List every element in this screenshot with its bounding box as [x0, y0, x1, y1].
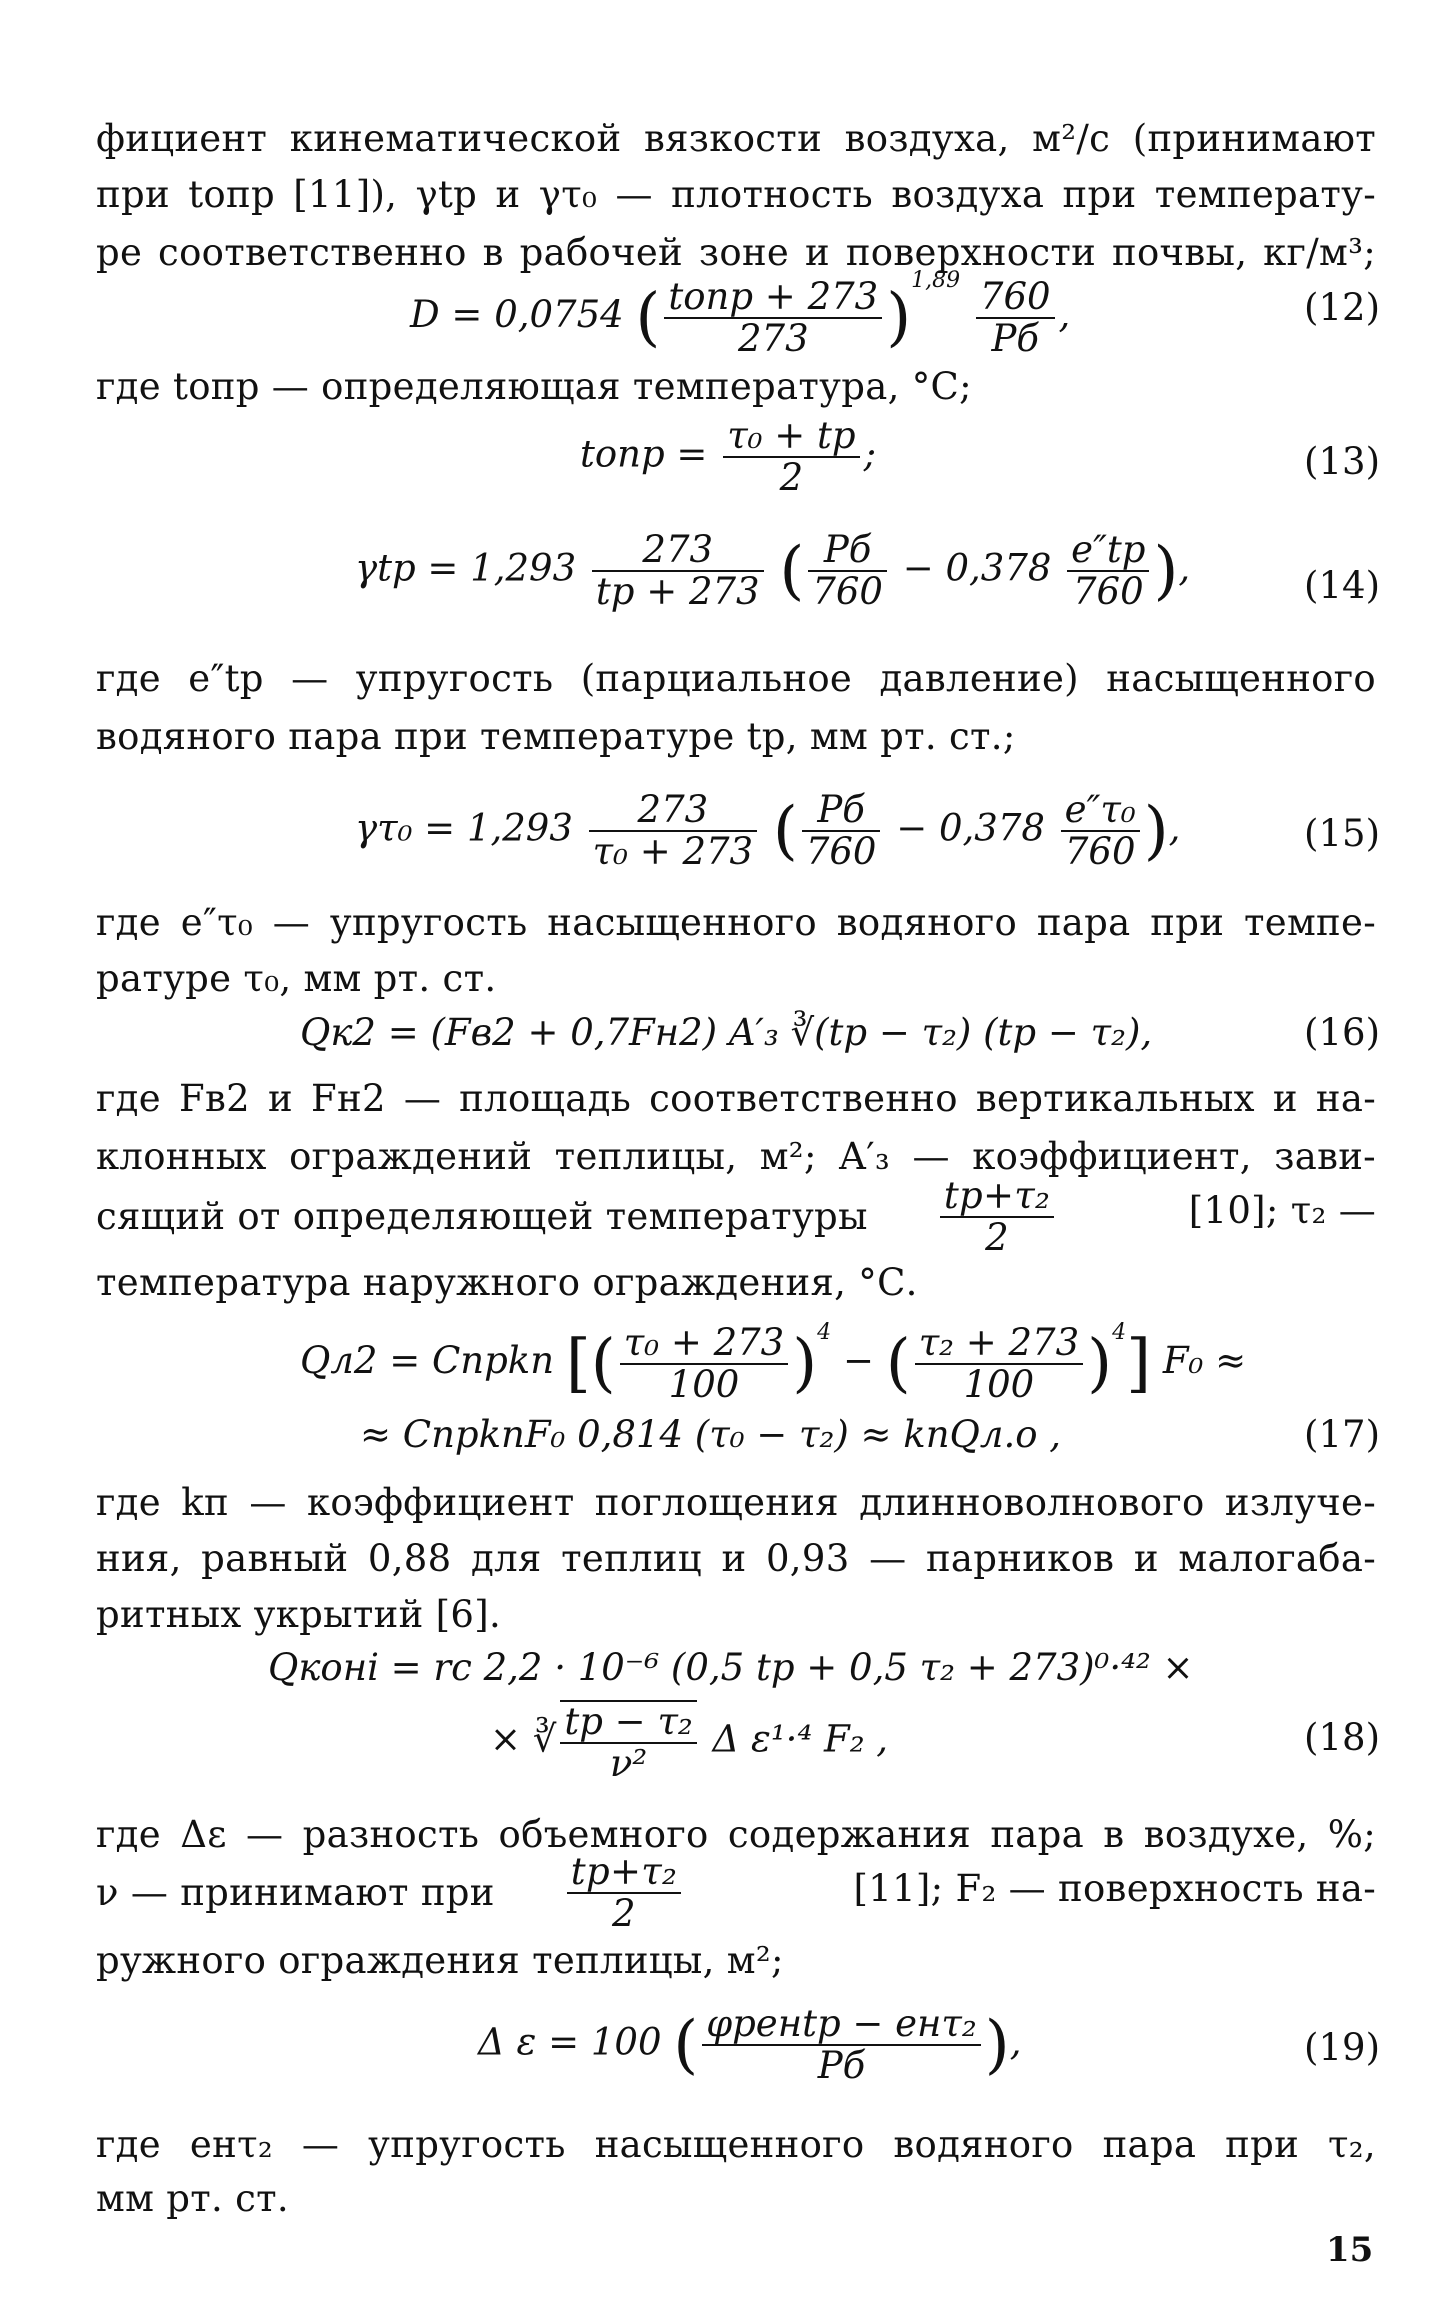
text-line-11-start: сящий от определяющей температуры — [96, 1195, 868, 1238]
text-line-13: где kп — коэффициент поглощения длинноволнового излуче- — [96, 1481, 1376, 1524]
text-line-8: ратуре τ₀, мм рт. ст. — [96, 957, 497, 1000]
text-line-15: ритных укрытий [6]. — [96, 1593, 502, 1636]
inline-fraction-viscosity: $\frac{\text{tр+τ₂}}{2}$ — [567, 1852, 681, 1934]
text-line-7: где e″τ₀ — упругость насыщенного водяного пара при темпе- — [96, 901, 1376, 944]
text-line-1: фициент кинематической вязкости воздуха, м²/с (принимают — [96, 117, 1376, 160]
equation-number-17: (17) — [1304, 1413, 1380, 1456]
text-line-18: ружного ограждения теплицы, м²; — [96, 1939, 784, 1982]
equation-12: D = 0,0754 ( $\frac{\text{tопр + 273}}{273}$ )$^{1,89}$ $\frac{760}{Pб}$ , — [410, 268, 1071, 360]
text-line-3: ре соответственно в рабочей зоне и поверхности почвы, кг/м³; — [96, 231, 1376, 274]
equation-18-line-1: Qконi = rс 2,2 · 10⁻⁶ (0,5 tр + 0,5 τ₂ + 273)⁰·⁴² × — [268, 1646, 1194, 1689]
equation-17-line-1: Qл2 = Cпрkп [( $\frac{\text{τ₀ + 273}}{100}$ )$^4$ − ( $\frac{\text{τ₂ + 273}}{100}$ )$^4$] F₀ ≈ — [300, 1320, 1247, 1406]
text-line-17-end: [11]; F₂ — поверхность на- — [853, 1867, 1376, 1910]
text-line-2: при tопр [11]), γtр и γτ₀ — плотность воздуха при температу- — [96, 173, 1376, 216]
text-line-12: температура наружного ограждения, °С. — [96, 1261, 918, 1304]
text-line-11 — [96, 1174, 1376, 1259]
text-line-19: где eнτ₂ — упругость насыщенного водяного пара при τ₂, — [96, 2123, 1376, 2166]
equation-number-14: (14) — [1304, 564, 1380, 607]
text-line-16: где Δε — разность объемного содержания пара в воздухе, %; — [96, 1813, 1376, 1856]
equation-15: γτ₀ = 1,293 $\frac{273}{\text{τ₀ + 273}}$ ( $\frac{Pб}{760}$ − 0,378 $\frac{\text{e″τ₀}}{760}$ ), — [355, 788, 1181, 873]
page-number: 15 — [1326, 2230, 1374, 2270]
text-line-14: ния, равный 0,88 для теплиц и 0,93 — парников и малогаба- — [96, 1537, 1376, 1580]
equation-number-16: (16) — [1304, 1011, 1380, 1054]
text-line-9: где Fв2 и Fн2 — площадь соответственно вертикальных и на- — [96, 1077, 1376, 1120]
equation-19: Δ ε = 100 ( $\frac{\text{φрeнtр − eнτ₂}}{Pб}$ ), — [478, 2002, 1022, 2087]
text-line-5: где e″tр — упругость (парциальное давление) насыщенного — [96, 657, 1376, 700]
text-line-17-start: ν — принимают при — [96, 1871, 495, 1914]
text-line-17 — [96, 1850, 1376, 1935]
equation-number-15: (15) — [1304, 812, 1380, 855]
inline-fraction-temperature: $\frac{\text{tр+τ₂}}{2}$ — [940, 1176, 1054, 1258]
equation-18-line-2: × ∛ $\frac{\text{tр − τ₂}}{\text{ν²}}$ Δ ε¹·⁴ F₂ , — [490, 1700, 889, 1785]
equation-number-18: (18) — [1304, 1716, 1380, 1759]
equation-number-12: (12) — [1304, 286, 1380, 329]
equation-13: tопр = $\frac{\text{τ₀ + tр}}{2}$ ; — [580, 414, 877, 499]
text-line-4: где tопр — определяющая температура, °С; — [96, 365, 972, 408]
text-line-6: водяного пара при температуре tр, мм рт. ст.; — [96, 715, 1016, 758]
equation-17-line-2: ≈ CпрkпF₀ 0,814 (τ₀ − τ₂) ≈ kпQл.о , — [360, 1413, 1062, 1456]
text-line-10: клонных ограждений теплицы, м²; A′₃ — коэффициент, зави- — [96, 1135, 1376, 1178]
equation-16: Qк2 = (Fв2 + 0,7Fн2) A′₃ ∛(tр − τ₂) (tр − τ₂), — [300, 1011, 1153, 1054]
text-line-11-end: [10]; τ₂ — — [1188, 1189, 1376, 1232]
text-line-20: мм рт. ст. — [96, 2177, 289, 2220]
equation-number-13: (13) — [1304, 440, 1380, 483]
equation-number-19: (19) — [1304, 2026, 1380, 2069]
equation-14: γtр = 1,293 $\frac{273}{tр + 273}$ ( $\frac{Pб}{760}$ − 0,378 $\frac{e''tр}{760}$ ), — [355, 528, 1191, 613]
